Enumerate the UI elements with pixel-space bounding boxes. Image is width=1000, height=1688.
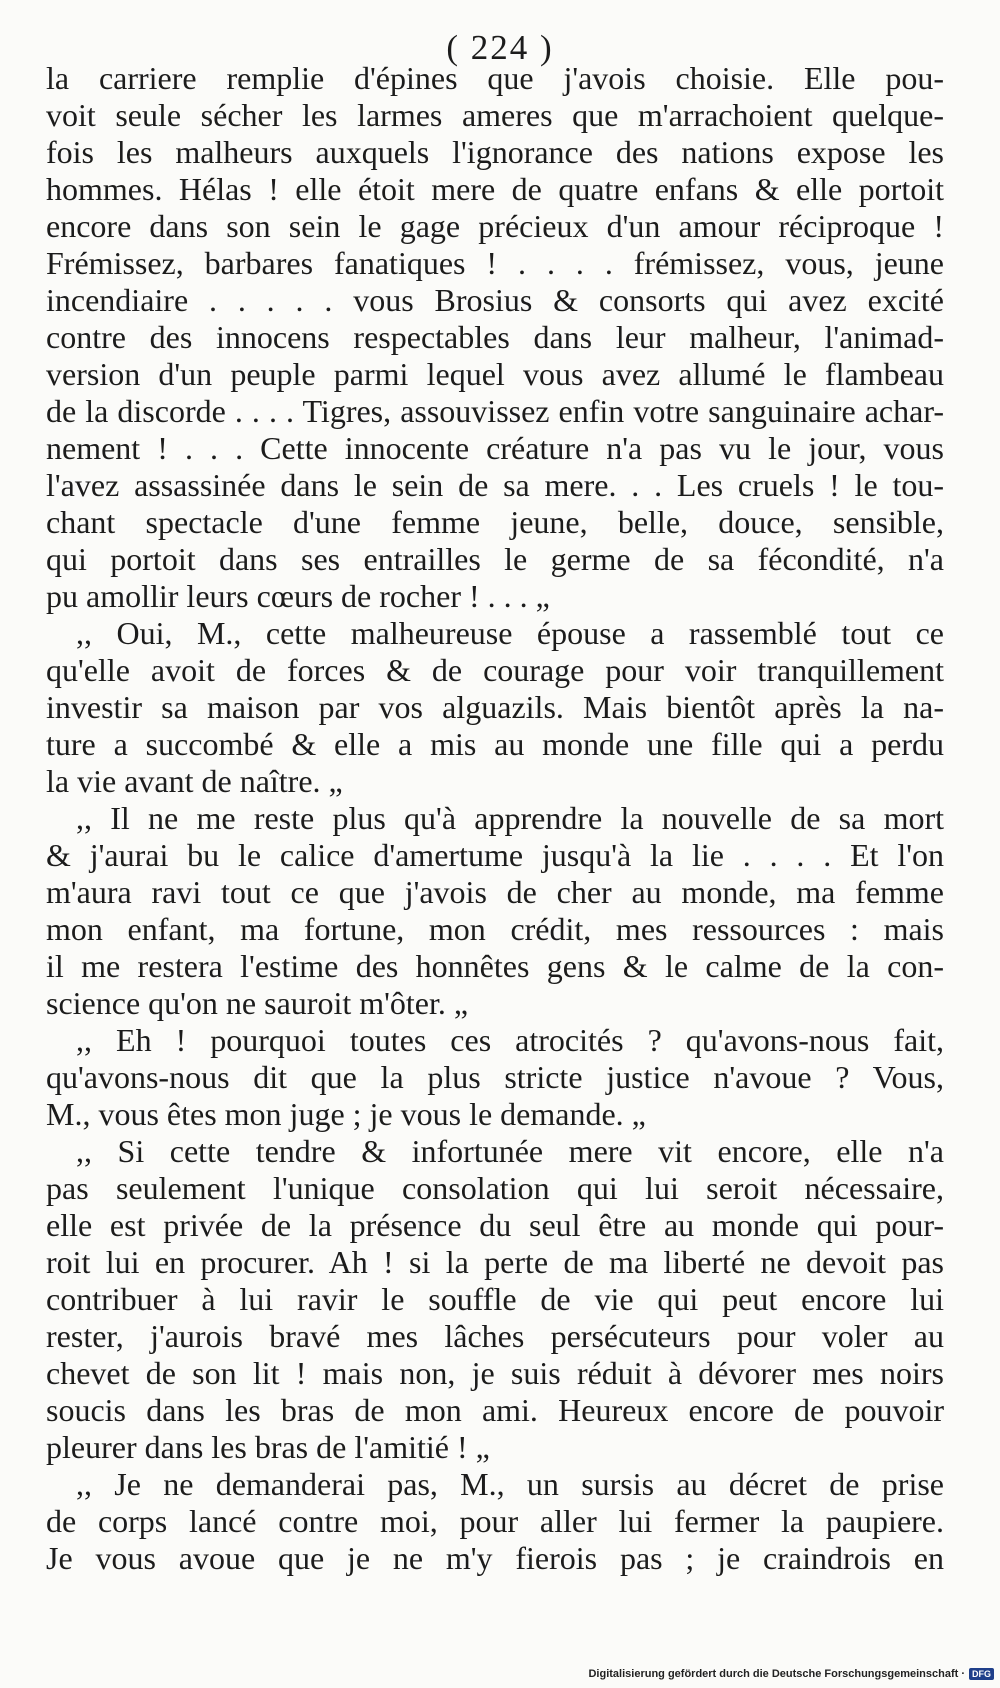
- text-line: pleurer dans les bras de l'amitié ! „: [46, 1429, 490, 1465]
- text-line: investir sa maison par vos alguazils. Mais bientôt après la na-: [46, 689, 944, 725]
- text-line: nement ! . . . Cette innocente créature n'a pas vu le jour, vous: [46, 430, 944, 466]
- text-line: elle est privée de la présence du seul être au monde qui pour-: [46, 1207, 944, 1243]
- text-line: voit seule sécher les larmes ameres que m'arrachoient quelque-: [46, 97, 944, 133]
- text-line: version d'un peuple parmi lequel vous avez allumé le flambeau: [46, 356, 944, 392]
- text-line: roit lui en procurer. Ah ! si la perte de ma liberté ne devoit pas: [46, 1244, 944, 1280]
- text-line: ,, Eh ! pourquoi toutes ces atrocités ? qu'avons-nous fait,: [76, 1022, 944, 1058]
- text-line: la carriere remplie d'épines que j'avois choisie. Elle pou-: [46, 60, 944, 96]
- text-line: qu'avons-nous dit que la plus stricte justice n'avoue ? Vous,: [46, 1059, 944, 1095]
- text-line: Je vous avoue que je ne m'y fierois pas ; je craindrois en: [46, 1540, 944, 1576]
- text-line: il me restera l'estime des honnêtes gens & le calme de la con-: [46, 948, 944, 984]
- text-line: chevet de son lit ! mais non, je suis réduit à dévorer mes noirs: [46, 1355, 944, 1391]
- text-line: hommes. Hélas ! elle étoit mere de quatre enfans & elle portoit: [46, 171, 944, 207]
- text-line: de la discorde . . . . Tigres, assouvissez enfin votre sanguinaire achar-: [46, 393, 944, 429]
- digitization-credit: [588, 1668, 994, 1680]
- text-line: ,, Je ne demanderai pas, M., un sursis au décret de prise: [76, 1466, 944, 1502]
- text-line: pu amollir leurs cœurs de rocher ! . . . „: [46, 578, 550, 614]
- text-line: Frémissez, barbares fanatiques ! . . . . frémissez, vous, jeune: [46, 245, 944, 281]
- text-line: incendiaire . . . . . vous Brosius & consorts qui avez excité: [46, 282, 944, 318]
- body-text: [46, 60, 944, 1577]
- text-line: ,, Si cette tendre & infortunée mere vit encore, elle n'a: [76, 1133, 944, 1169]
- text-line: ,, Il ne me reste plus qu'à apprendre la nouvelle de sa mort: [76, 800, 944, 836]
- text-line: soucis dans les bras de mon ami. Heureux encore de pouvoir: [46, 1392, 944, 1428]
- text-line: chant spectacle d'une femme jeune, belle, douce, sensible,: [46, 504, 944, 540]
- text-line: m'aura ravi tout ce que j'avois de cher au monde, ma femme: [46, 874, 944, 910]
- text-line: science qu'on ne sauroit m'ôter. „: [46, 985, 469, 1021]
- text-line: rester, j'aurois bravé mes lâches persécuteurs pour voler au: [46, 1318, 944, 1354]
- text-line: M., vous êtes mon juge ; je vous le demande. „: [46, 1096, 646, 1132]
- text-line: l'avez assassinée dans le sein de sa mere. . . Les cruels ! le tou-: [46, 467, 944, 503]
- dfg-logo-icon: DFG: [969, 1668, 994, 1680]
- text-line: mon enfant, ma fortune, mon crédit, mes ressources : mais: [46, 911, 944, 947]
- text-line: la vie avant de naître. „: [46, 763, 343, 799]
- text-line: pas seulement l'unique consolation qui lui seroit nécessaire,: [46, 1170, 944, 1206]
- text-line: qu'elle avoit de forces & de courage pour voir tranquillement: [46, 652, 944, 688]
- text-line: de corps lancé contre moi, pour aller lui fermer la paupiere.: [46, 1503, 944, 1539]
- text-line: contribuer à lui ravir le souffle de vie qui peut encore lui: [46, 1281, 944, 1317]
- text-line: & j'aurai bu le calice d'amertume jusqu'à la lie . . . . Et l'on: [46, 837, 944, 873]
- page-number: ( 224 ): [446, 28, 554, 67]
- text-line: ture a succombé & elle a mis au monde une fille qui a perdu: [46, 726, 944, 762]
- text-line: contre des innocens respectables dans leur malheur, l'animad-: [46, 319, 944, 355]
- text-line: ,, Oui, M., cette malheureuse épouse a rassemblé tout ce: [76, 615, 944, 651]
- text-line: fois les malheurs auxquels l'ignorance des nations expose les: [46, 134, 944, 170]
- text-line: encore dans son sein le gage précieux d'un amour réciproque !: [46, 208, 944, 244]
- credit-text: Digitalisierung gefördert durch die Deutsche Forschungsgemeinschaft ·: [588, 1668, 965, 1680]
- text-line: qui portoit dans ses entrailles le germe de sa fécondité, n'a: [46, 541, 944, 577]
